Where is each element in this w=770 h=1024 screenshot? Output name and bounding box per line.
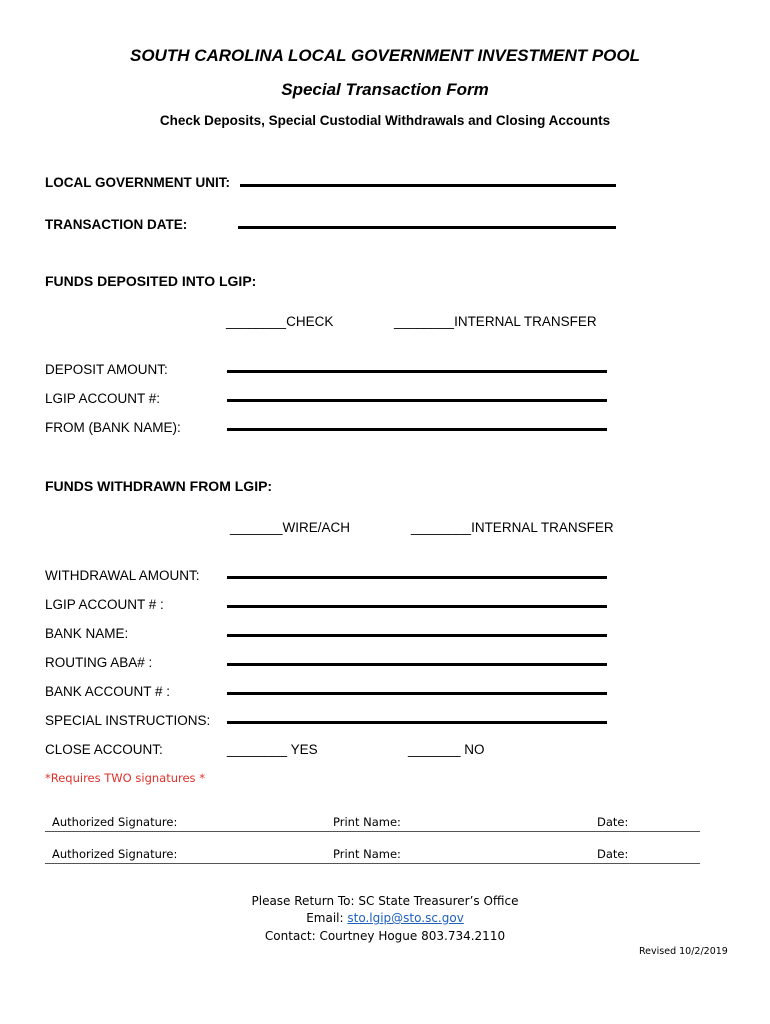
- signature-line[interactable]: [45, 863, 700, 864]
- deposit-bank-name-field[interactable]: [227, 428, 607, 431]
- bank-account-field[interactable]: [227, 692, 607, 695]
- authorized-signature-label: Authorized Signature:: [52, 815, 178, 829]
- withdrawal-bank-name-label: BANK NAME:: [45, 626, 129, 641]
- transaction-date-field[interactable]: [238, 226, 616, 229]
- contact-text: Contact: Courtney Hogue 803.734.2110: [264, 929, 506, 943]
- email-line: [0, 911, 770, 925]
- close-account-no-option[interactable]: _______ NO: [408, 742, 485, 757]
- deposit-check-option[interactable]: ________CHECK: [226, 314, 334, 329]
- routing-aba-field[interactable]: [227, 663, 607, 666]
- form-subtitle: Special Transaction Form: [281, 80, 489, 99]
- form-title: SOUTH CAROLINA LOCAL GOVERNMENT INVESTMENT POOL: [129, 46, 640, 65]
- close-account-yes-option[interactable]: ________ YES: [227, 742, 318, 757]
- withdrawal-lgip-account-field[interactable]: [227, 605, 607, 608]
- withdrawal-wire-ach-option[interactable]: _______WIRE/ACH: [230, 520, 351, 535]
- routing-aba-label: ROUTING ABA# :: [45, 655, 153, 670]
- email-label: Email:: [306, 911, 348, 925]
- close-account-label: CLOSE ACCOUNT:: [45, 742, 163, 757]
- signature-requirement-note: *Requires TWO signatures *: [45, 771, 205, 785]
- special-instructions-field[interactable]: [227, 721, 607, 724]
- withdrawal-amount-field[interactable]: [227, 576, 607, 579]
- deposit-bank-name-label: FROM (BANK NAME):: [45, 420, 181, 435]
- deposit-amount-label: DEPOSIT AMOUNT:: [45, 362, 168, 377]
- special-instructions-label: SPECIAL INSTRUCTIONS:: [45, 713, 211, 728]
- transaction-date-label: TRANSACTION DATE:: [45, 217, 188, 232]
- email-link[interactable]: sto.lgip@sto.sc.gov: [347, 911, 464, 925]
- date-label: Date:: [597, 847, 629, 861]
- revision-date: Revised 10/2/2019: [639, 946, 728, 957]
- form-description: Check Deposits, Special Custodial Withdrawals and Closing Accounts: [159, 113, 611, 128]
- deposit-amount-field[interactable]: [227, 370, 607, 373]
- withdrawal-lgip-account-label: LGIP ACCOUNT # :: [45, 597, 164, 612]
- deposit-internal-transfer-option[interactable]: ________INTERNAL TRANSFER: [394, 314, 597, 329]
- print-name-label: Print Name:: [333, 815, 401, 829]
- withdrawal-amount-label: WITHDRAWAL AMOUNT:: [45, 568, 200, 583]
- deposit-lgip-account-label: LGIP ACCOUNT #:: [45, 391, 161, 406]
- local-government-unit-label: LOCAL GOVERNMENT UNIT:: [45, 175, 230, 190]
- signature-line[interactable]: [45, 831, 700, 832]
- local-government-unit-field[interactable]: [240, 184, 616, 187]
- authorized-signature-label: Authorized Signature:: [52, 847, 178, 861]
- withdrawal-internal-transfer-option[interactable]: ________INTERNAL TRANSFER: [411, 520, 614, 535]
- withdrawal-bank-name-field[interactable]: [227, 634, 607, 637]
- deposit-lgip-account-field[interactable]: [227, 399, 607, 402]
- withdrawal-heading: FUNDS WITHDRAWN FROM LGIP:: [45, 478, 273, 494]
- bank-account-label: BANK ACCOUNT # :: [45, 684, 171, 699]
- deposit-heading: FUNDS DEPOSITED INTO LGIP:: [45, 273, 257, 289]
- date-label: Date:: [597, 815, 629, 829]
- print-name-label: Print Name:: [333, 847, 401, 861]
- return-to-text: Please Return To: SC State Treasurer’s Office: [251, 894, 519, 908]
